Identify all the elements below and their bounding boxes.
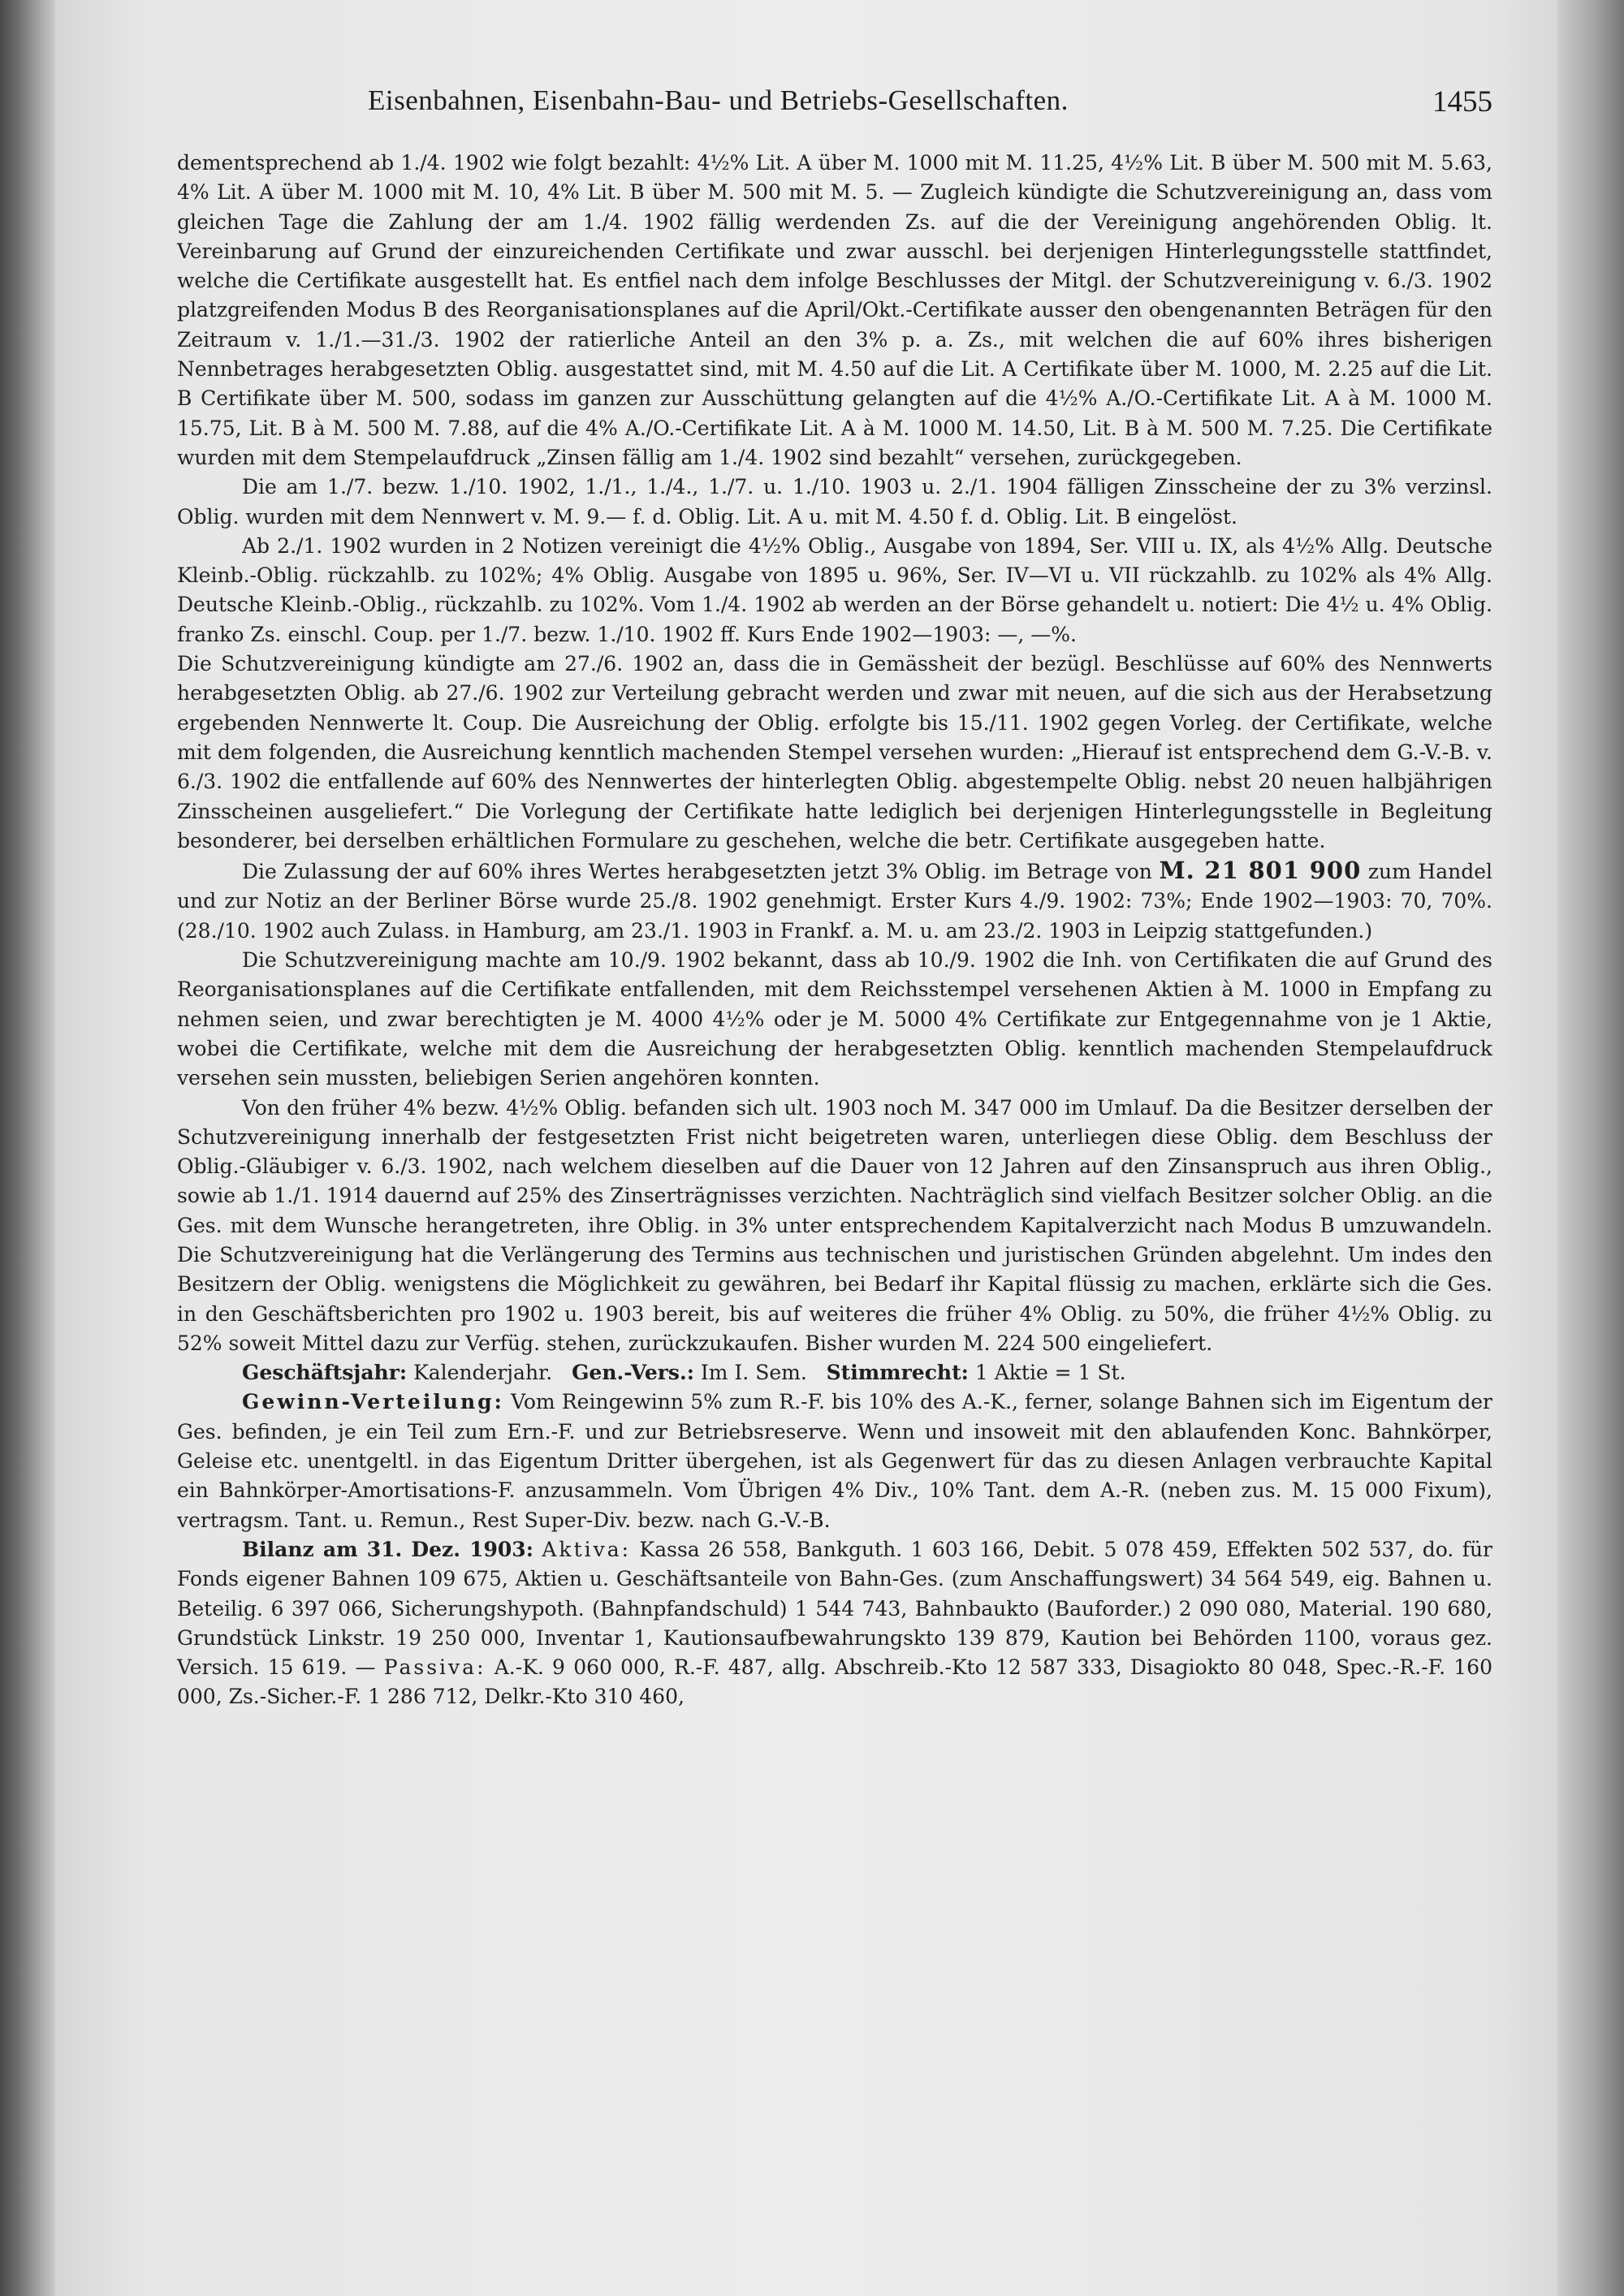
balance-sheet-label: Bilanz am 31. Dez. 1903: (242, 1537, 533, 1561)
admission-text-start: Die Zulassung der auf 60% ihres Wertes herabgesetzten jetzt 3% Oblig. im Betrage von (242, 860, 1152, 884)
liabilities-text: A.-K. 9 060 000, R.-F. 487, allg. Abschreib.-Kto 12 587 333, Disagiokto 80 048, Spec.-R.-F. 160 000, Zs.-Sicher.-F. 1 286 712, Delkr.-Kto 310 460, (177, 1655, 1492, 1709)
business-year-value: Kalenderjahr. (413, 1361, 553, 1385)
general-meeting-value: Im I. Sem. (700, 1361, 807, 1385)
general-meeting-label: Gen.-Vers.: (572, 1361, 694, 1385)
voting-right-label: Stimmrecht: (826, 1361, 969, 1385)
scan-left-edge-shadow (0, 0, 57, 2296)
scan-right-edge-shadow (1551, 0, 1624, 2296)
profit-distribution-label: Gewinn-Verteilung: (242, 1390, 504, 1414)
admission-text-end: zum Handel und zur Notiz an der Berliner Börse wurde 25./8. 1902 genehmigt. Erster Kurs 4./9. 1902: 73%; Ende 1902—1903: 70, 70%. (28./10. 1902 auch Zulass. in Hamburg, am 23./1. 1903 in Frankf. a. M. u. am 23./2. 1903 in Leipzig stattgefunden.) (177, 860, 1493, 943)
profit-distribution-text: Vom Reingewinn 5% zum R.-F. bis 10% des A.-K., ferner, solange Bahnen sich im Eigentum der Ges. befinden, je ein Teil zum Ern.-F. und zur Betriebsreserve. Wenn und insoweit mit den ablaufenden Konc. Bahnkörper, Geleise etc. unentgeltl. in das Eigentum Dritter übergehen, ist als Gegenwert für das zu diesen Anlagen verbrauchte Kapital ein Bahnkörper-Amortisations-F. anzusammeln. Vom Übrigen 4% Div., 10% Tant. dem A.-R. (neben zus. M. 15 000 Fixum), vertragsm. Tant. u. Remun., Rest Super-Div. bezw. nach G.-V.-B. (177, 1390, 1492, 1532)
paragraph-coupon-payments: dementsprechend ab 1./4. 1902 wie folgt bezahlt: 4½% Lit. A über M. 1000 mit M. 11.25, 4½% Lit. B über M. 500 mit M. 5.63, 4% Lit. A über M. 1000 mit M. 10, 4% Lit. B über M. 500 mit M. 5. — Zugleich kündigte die Schutzvereinigung an, dass vom gleichen Tage die Zahlung der am 1./4. 1902 fällig werdenden Zs. auf die der Vereinigung angehörenden Oblig. lt. Vereinbarung auf Grund der einzureichenden Certifikate und zwar ausschl. bei derjenigen Hinterlegungsstelle stattfindet, welche die Certifikate ausgestellt hat. Es entfiel nach dem infolge Beschlusses der Mitgl. der Schutzvereinigung v. 6./3. 1902 platzgreifenden Modus B des Reorganisationsplanes auf die April/Okt.-Certifikate ausser den obengenannten Beträgen für den Zeitraum v. 1./1.—31./3. 1902 der ratierliche Anteil an den 3% p. a. Zs., mit welchen die auf 60% ihres bisherigen Nennbetrages herabgesetzten Oblig. ausgestattet sind, mit M. 4.50 auf die Lit. A Certifikate über M. 1000, M. 2.25 auf die Lit. B Certifikate über M. 500, sodass im ganzen zur Ausschüttung gelangten auf die 4½% A./O.-Certifikate Lit. A à M. 1000 M. 15.75, Lit. B à M. 500 M. 7.88, auf die 4% A./O.-Certifikate Lit. A à M. 1000 M. 14.50, Lit. B à M. 500 M. 7.25. Die Certifikate wurden mit dem Stempelaufdruck „Zinsen fällig am 1./4. 1902 sind bezahlt“ versehen, zurückgegeben. (177, 151, 1492, 469)
paragraph-exchange-admission (177, 856, 1492, 946)
paragraph-outstanding-bonds: Von den früher 4% bezw. 4½% Oblig. befanden sich ult. 1903 noch M. 347 000 im Umlauf. Da die Besitzer derselben der Schutzvereinigung innerhalb der festgesetzten Frist nicht beigetreten waren, unterliegen diese Oblig. dem Beschluss der Oblig.-Gläubiger v. 6./3. 1902, nach welchem dieselben auf die Dauer von 12 Jahren auf den Zinsanspruch aus ihren Oblig., sowie ab 1./1. 1914 dauernd auf 25% des Zinserträgnisses verzichten. Nachträglich sind vielfach Besitzer solcher Oblig. an die Ges. mit dem Wunsche herangetreten, ihre Oblig. in 3% unter entsprechendem Kapitalverzicht nach Modus B umzuwandeln. Die Schutzvereinigung hat die Verlängerung des Termins aus technischen und juristischen Gründen abgelehnt. Um indes den Besitzern der Oblig. wenigstens die Möglichkeit zu gewähren, bei Bedarf ihr Kapital flüssig zu machen, erklärte sich die Ges. in den Geschäftsberichten pro 1902 u. 1903 bereit, bis auf weiteres die früher 4% Oblig. zu 50%, die früher 4½% Oblig. zu 52% soweit Mittel dazu zur Verfüg. stehen, zurückzukaufen. Bisher wurden M. 224 500 eingeliefert. (177, 1095, 1492, 1355)
business-year-label: Geschäftsjahr: (242, 1361, 408, 1385)
liabilities-label: Passiva: (383, 1655, 486, 1680)
assets-text: Kassa 26 558, Bankguth. 1 603 166, Debit. 5 078 459, Effekten 502 537, do. für Fonds eigener Bahnen 109 675, Aktien u. Geschäftsanteile von Bahn-Ges. (zum Anschaffungswert) 34 564 549, eig. Bahnen u. Beteilig. 6 397 066, Sicherungshypoth. (Bahnpfandschuld) 1 544 743, Bahnbaukto (Bauforder.) 2 090 080, Material. 190 680, Grundstück Linkstr. 19 250 000, Inventar 1, Kautionsaufbewahrungskto 139 879, Kaution bei Behörden 1100, voraus gez. Versich. 15 619. — (177, 1537, 1493, 1680)
paragraph-profit-distribution (177, 1388, 1492, 1534)
body-text (177, 149, 1492, 1712)
running-head (55, 81, 1557, 130)
running-head-title: Eisenbahnen, Eisenbahn-Bau- und Betriebs-Gesellschaften. (368, 84, 1069, 116)
page-number: 1455 (1432, 85, 1492, 119)
paragraph-interest-coupons: Die am 1./7. bezw. 1./10. 1902, 1./1., 1./4., 1./7. u. 1./10. 1903 u. 2./1. 1904 fälligen Zinsscheine der zu 3% verzinsl. Oblig. wurden mit dem Nennwert v. M. 9.— f. d. Oblig. Lit. A u. mit M. 4.50 f. d. Oblig. Lit. B eingelöst. (177, 475, 1492, 529)
paragraph-notation-merger: Ab 2./1. 1902 wurden in 2 Notizen vereinigt die 4½% Oblig., Ausgabe von 1894, Ser. VIII u. IX, als 4½% Allg. Deutsche Kleinb.-Oblig. rückzahlb. zu 102%; 4% Oblig. Ausgabe von 1895 u. 96%, Ser. IV—VI u. VII rückzahlb. zu 102% als 4% Allg. Deutsche Kleinb.-Oblig., rückzahlb. zu 102%. Vom 1./4. 1902 ab werden an der Börse gehandelt u. notiert: Die 4½ u. 4% Oblig. franko Zs. einschl. Coup. per 1./7. bezw. 1./10. 1902 ff. Kurs Ende 1902—1903: —, —%. (177, 533, 1492, 646)
paragraph-share-issue: Die Schutzvereinigung machte am 10./9. 1902 bekannt, dass ab 10./9. 1902 die Inh. von Certifikaten die auf Grund des Reorganisationsplanes auf die Certifikate entfallenden, mit dem Reichsstempel versehenen Aktien à M. 1000 in Empfang zu nehmen seien, und zwar berechtigten je M. 4000 4½% oder je M. 5000 4% Certifikate zur Entgegennahme von je 1 Aktie, wobei die Certifikate, welche mit dem die Ausreichung der herabgesetzten Oblig. kenntlich machenden Stempelaufdruck versehen sein mussten, beliebigen Serien angehören konnten. (177, 948, 1492, 1090)
paragraph-bond-distribution: Die Schutzvereinigung kündigte am 27./6. 1902 an, dass die in Gemässheit der bezügl. Beschlüsse auf 60% des Nennwerts herabgesetzten Oblig. ab 27./6. 1902 zur Verteilung gebracht werden und zwar mit neuen, auf die sich aus der Herabsetzung ergebenden Nennwerte lt. Coup. Die Ausreichung der Oblig. erfolgte bis 15./11. 1902 gegen Vorleg. der Certifikate, welche mit dem folgenden, die Ausreichung kenntlich machenden Stempel versehen wurden: „Hierauf ist entsprechend dem G.-V.-B. v. 6./3. 1902 die entfallende auf 60% des Nennwertes der hinterlegten Oblig. abgestempelte Oblig. nebst 20 neuen halbjährigen Zinsscheinen ausgeliefert.“ Die Vorlegung der Certifikate hatte lediglich bei derjenigen Hinterlegungsstelle in Begleitung besonderer, bei derselben erhältlichen Formulare zu geschehen, welche die betr. Certifikate ausgegeben hatte. (177, 652, 1492, 852)
document-page (55, 0, 1557, 2296)
assets-label: Aktiva: (542, 1537, 632, 1561)
admission-amount: M. 21 801 900 (1159, 857, 1362, 885)
paragraph-business-year (177, 1358, 1492, 1388)
paragraph-balance-sheet (177, 1535, 1492, 1712)
voting-right-value: 1 Aktie = 1 St. (974, 1361, 1126, 1385)
